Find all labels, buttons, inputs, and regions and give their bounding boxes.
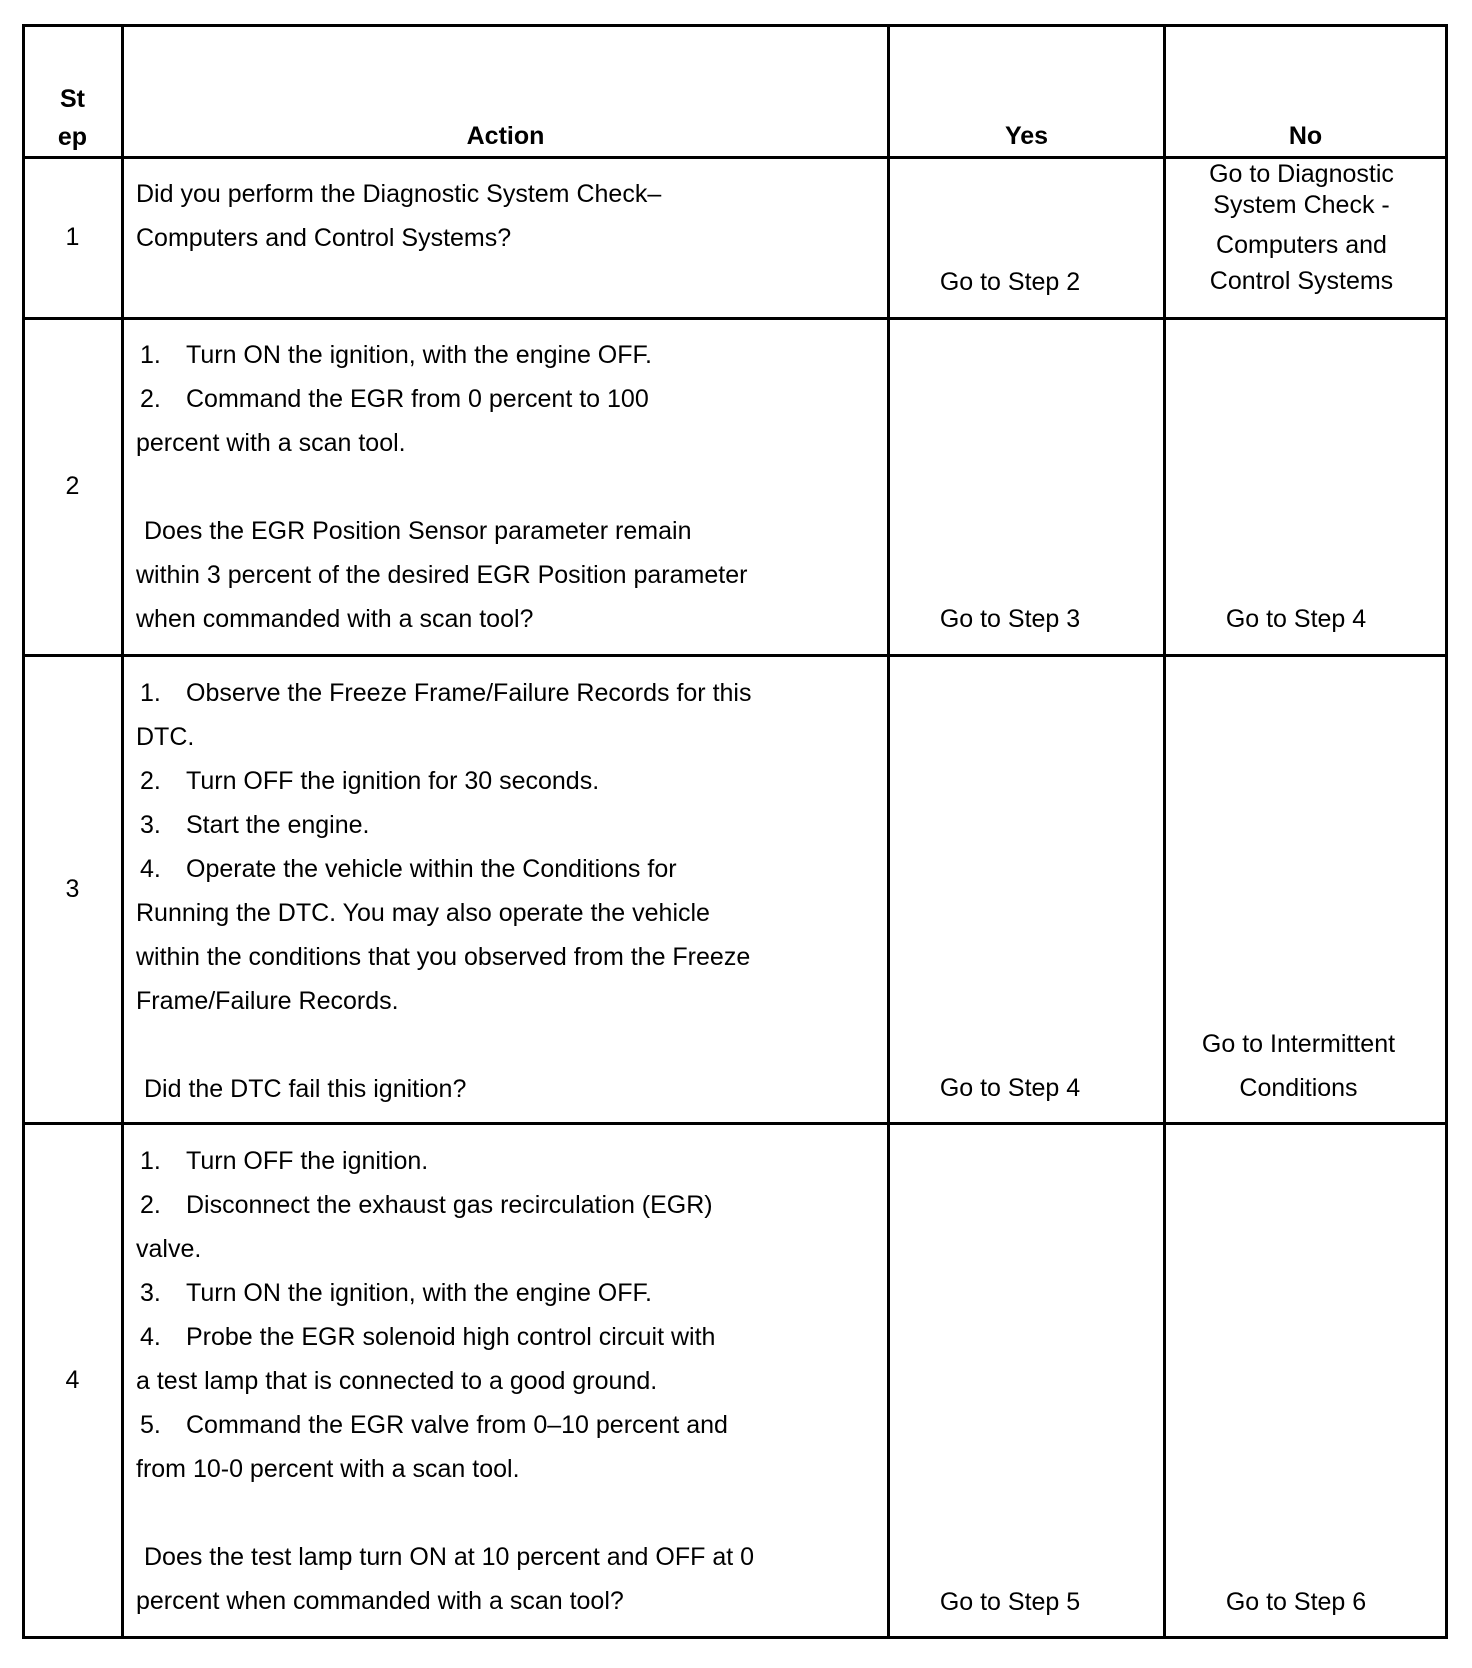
- step-number: 3: [65, 875, 80, 903]
- action-line: within the conditions that you observed from the Freeze: [136, 943, 751, 971]
- no-link[interactable]: [1166, 158, 1437, 301]
- question-line: Does the EGR Position Sensor parameter remain: [144, 517, 692, 545]
- action-line: 2. Command the EGR from 0 percent to 100: [140, 385, 649, 413]
- action-line: Computers and Control Systems?: [136, 224, 512, 252]
- action-line: 1. Turn ON the ignition, with the engine OFF.: [140, 341, 652, 369]
- table-border-top: [22, 24, 1448, 27]
- row-divider-1: [22, 317, 1448, 320]
- action-line: Did you perform the Diagnostic System Check–: [136, 180, 662, 208]
- step-number: 2: [65, 472, 80, 500]
- action-line: valve.: [136, 1235, 202, 1263]
- action-line: 4. Probe the EGR solenoid high control circuit with: [140, 1323, 716, 1351]
- step-number: 4: [65, 1366, 80, 1394]
- header-step: [24, 80, 121, 156]
- no-link[interactable]: Go to Step 4: [1225, 605, 1367, 633]
- question-line: when commanded with a scan tool?: [136, 605, 534, 633]
- question-line: Did the DTC fail this ignition?: [144, 1075, 467, 1103]
- header-no: No: [1288, 122, 1323, 150]
- no-line: Conditions: [1239, 1074, 1358, 1102]
- header-yes: Yes: [1004, 122, 1049, 150]
- yes-link[interactable]: Go to Step 2: [939, 268, 1081, 296]
- action-text: [136, 1139, 755, 1623]
- action-line: 2. Disconnect the exhaust gas recirculation (EGR): [140, 1191, 713, 1219]
- question-line: percent when commanded with a scan tool?: [136, 1587, 624, 1615]
- action-line: Running the DTC. You may also operate the vehicle: [136, 899, 710, 927]
- action-line: 5. Command the EGR valve from 0–10 percent and: [140, 1411, 728, 1439]
- action-line: Frame/Failure Records.: [136, 987, 399, 1015]
- step-number: 1: [65, 223, 80, 251]
- action-line: 3. Turn ON the ignition, with the engine OFF.: [140, 1279, 652, 1307]
- no-line: Control Systems: [1209, 267, 1394, 295]
- action-line: 4. Operate the vehicle within the Conditions for: [140, 855, 677, 883]
- header-step-line1: St: [60, 85, 85, 113]
- header-action: Action: [466, 122, 545, 150]
- yes-link[interactable]: Go to Step 4: [939, 1074, 1081, 1102]
- question-line: within 3 percent of the desired EGR Position parameter: [136, 561, 748, 589]
- action-line: 2. Turn OFF the ignition for 30 seconds.: [140, 767, 600, 795]
- no-link[interactable]: [1166, 1022, 1431, 1110]
- action-line: percent with a scan tool.: [136, 429, 406, 457]
- action-line: 1. Turn OFF the ignition.: [140, 1147, 429, 1175]
- header-step-line2: ep: [57, 123, 88, 151]
- yes-link[interactable]: Go to Step 5: [939, 1588, 1081, 1616]
- no-line: Computers and: [1216, 231, 1387, 259]
- no-link[interactable]: Go to Step 6: [1225, 1588, 1367, 1616]
- row-divider-3: [22, 1122, 1448, 1125]
- row-divider-2: [22, 654, 1448, 657]
- action-line: 1. Observe the Freeze Frame/Failure Records for this: [140, 679, 752, 707]
- no-line: Go to Diagnostic: [1209, 160, 1394, 188]
- yes-link[interactable]: Go to Step 3: [939, 605, 1081, 633]
- table-border-bottom: [22, 1636, 1448, 1639]
- action-text: [136, 172, 661, 260]
- no-line: System Check -: [1213, 191, 1390, 219]
- question-line: Does the test lamp turn ON at 10 percent and OFF at 0: [144, 1543, 755, 1571]
- col-divider-step: [121, 24, 124, 1639]
- table-border-right: [1445, 24, 1448, 1639]
- action-line: DTC.: [136, 723, 195, 751]
- action-text: [136, 333, 748, 641]
- action-text: [136, 671, 752, 1111]
- action-line: 3. Start the engine.: [140, 811, 370, 839]
- action-line: a test lamp that is connected to a good ground.: [136, 1367, 658, 1395]
- no-line: Go to Intermittent: [1201, 1030, 1396, 1058]
- action-line: from 10-0 percent with a scan tool.: [136, 1455, 520, 1483]
